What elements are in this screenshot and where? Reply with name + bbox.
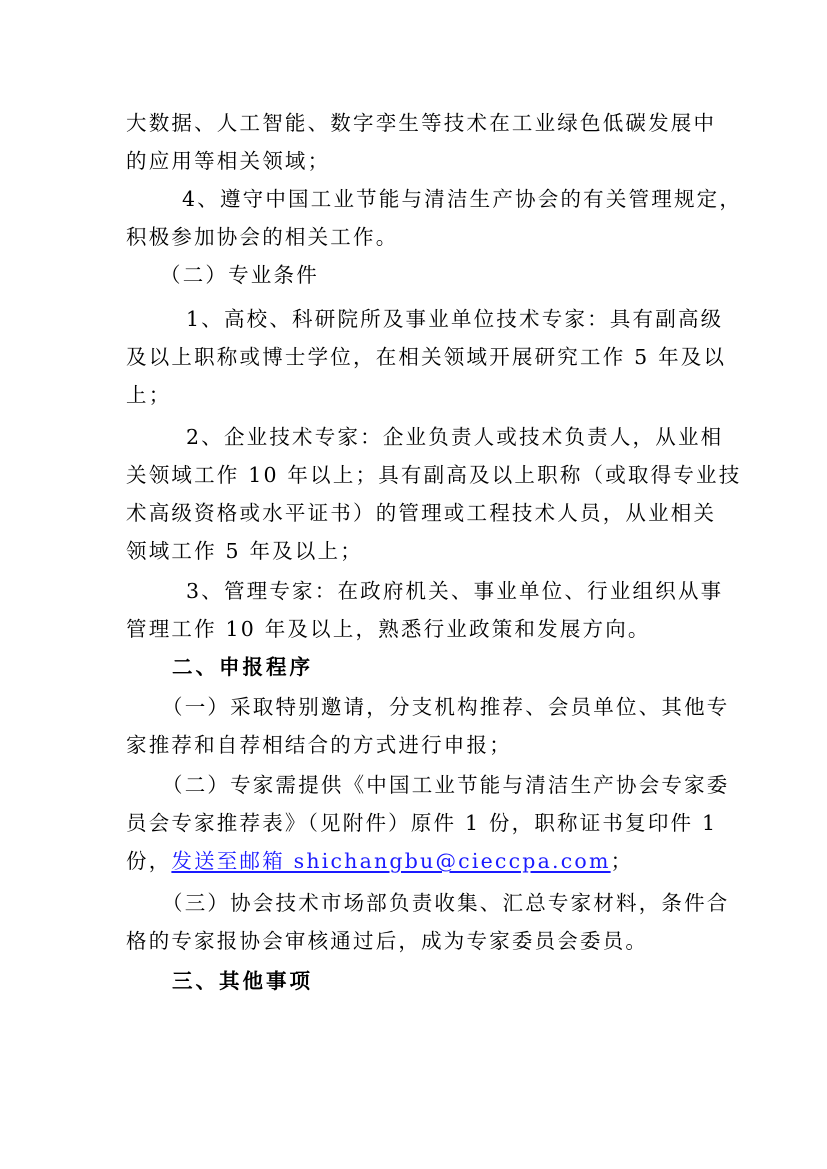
paragraph-line: 2、企业技术专家：企业负责人或技术负责人，从业相 <box>186 425 724 449</box>
paragraph-line: 3、管理专家：在政府机关、事业单位、行业组织从事 <box>186 579 724 603</box>
section-heading-application-procedure: 二、申报程序 <box>172 655 313 679</box>
paragraph-line: 1、高校、科研院所及事业单位技术专家：具有副高级 <box>186 307 724 331</box>
paragraph-line: 员会专家推荐表》（见附件）原件 1 份，职称证书复印件 1 <box>126 811 718 835</box>
paragraph-line: 4、遵守中国工业节能与清洁生产协会的有关管理规定， <box>182 187 743 211</box>
paragraph-line: （二）专家需提供《中国工业节能与清洁生产协会专家委 <box>162 773 730 797</box>
paragraph-line: 关领域工作 10 年以上；具有副高及以上职称（或取得专业技 <box>126 463 742 487</box>
paragraph-line: 的应用等相关领域； <box>126 149 331 173</box>
paragraph-line: 管理工作 10 年及以上，熟悉行业政策和发展方向。 <box>126 617 651 641</box>
text-prefix: 份， <box>126 849 172 873</box>
paragraph-line: 积极参加协会的相关工作。 <box>126 225 399 249</box>
paragraph-line: 格的专家报协会审核通过后，成为专家委员会委员。 <box>126 929 649 953</box>
paragraph-line-email <box>126 842 716 880</box>
paragraph-line: 及以上职称或博士学位，在相关领域开展研究工作 5 年及以 <box>126 345 727 369</box>
section-heading-other-matters: 三、其他事项 <box>172 969 313 993</box>
paragraph-line: 大数据、人工智能、数字孪生等技术在工业绿色低碳发展中 <box>126 111 717 135</box>
text-suffix: ； <box>610 849 634 873</box>
email-link[interactable]: 发送至邮箱 shichangbu@cieccpa.com <box>171 849 611 873</box>
paragraph-line: （一）采取特别邀请，分支机构推荐、会员单位、其他专 <box>162 695 730 719</box>
paragraph-line: （三）协会技术市场部负责收集、汇总专家材料，条件合 <box>162 891 730 915</box>
paragraph-line: 上； <box>126 383 172 407</box>
paragraph-line: 术高级资格或水平证书）的管理或工程技术人员，从业相关 <box>126 501 717 525</box>
paragraph-line: 领域工作 5 年及以上； <box>126 539 363 563</box>
paragraph-line: 家推荐和自荐相结合的方式进行申报； <box>126 733 512 757</box>
subheading-professional-conditions: （二）专业条件 <box>160 263 319 287</box>
